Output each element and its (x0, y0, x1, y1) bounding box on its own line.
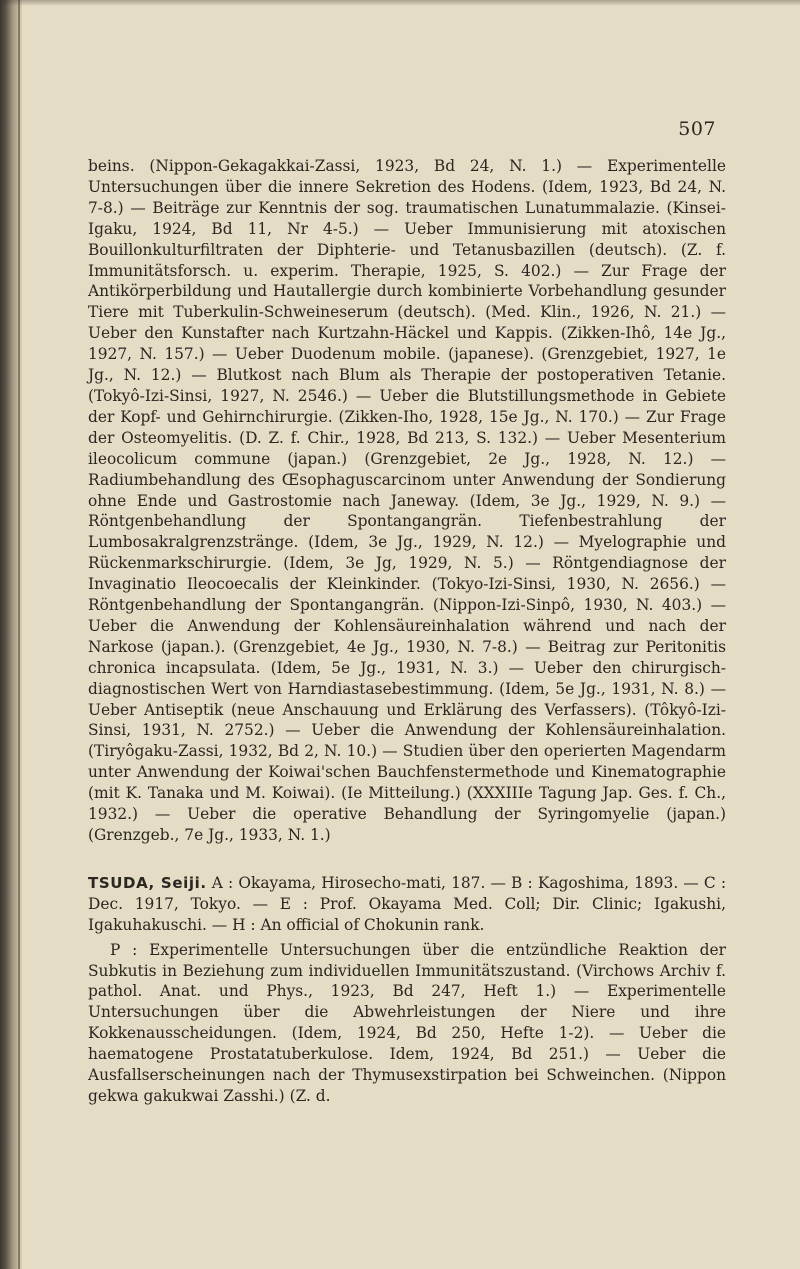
entry-name: TSUDA, Seiji. (88, 873, 207, 892)
entry-details: A : Okayama, Hirosecho-mati, 187. — B : Kagoshima, 1893. — C : Dec. 1917, Tokyo. — E : Prof. Okayama Med. Coll; Dir. Clinic; Igakushi, Igakuhakuschi. — H : An official of Chokunin rank. (88, 873, 727, 934)
continuation-paragraph: beins. (Nippon-Gekagakkai-Zassi, 1923, Bd 24, N. 1.) — Experimentelle Untersuchungen über die innere Sekretion des Hodens. (Idem, 1923, Bd 24, N. 7-8.) — Beiträge zur Kenntnis der sog. traumatischen Lunatummalazie. (Kinsei-Igaku, 1924, Bd 11, Nr 4-5.) — Ueber Immunisierung mit atoxischen Bouillonkulturfiltraten der Diphterie- und Tetanusbazillen (deutsch). (Z. f. Immunitätsforsch. u. experim. Therapie, 1925, S. 402.) — Zur Frage der Antikörperbildung und Hautallergie durch kombinierte Vorbehandlung gesunder Tiere mit Tuberkulin-Schweineserum (deutsch). (Med. Klin., 1926, N. 21.) — Ueber den Kunstafter nach Kurtzahn-Häckel und Kappis. (Zikken-Ihô, 14e Jg., 1927, N. 157.) — Ueber Duodenum mobile. (japanese). (Grenzgebiet, 1927, 1e Jg., N. 12.) — Blutkost nach Blum als Therapie der postoperativen Tetanie. (Tokyô-Izi-Sinsi, 1927, N. 2546.) — Ueber die Blutstillungsmethode in Gebiete der Kopf- und Gehirnchirurgie. (Zikken-Iho, 1928, 15e Jg., N. 170.) — Zur Frage der Osteomyelitis. (D. Z. f. Chir., 1928, Bd 213, S. 132.) — Ueber Mesenterium ileocolicum commune (japan.) (Grenzgebiet, 2e Jg., 1928, N. 12.) — Radiumbehandlung des Œsophaguscarcinom unter Anwendung der Sondierung ohne Ende und Gastrostomie nach Janeway. (Idem, 3e Jg., 1929, N. 9.) — Röntgenbehandlung der Spontangangrän. Tiefenbestrahlung der Lumbosakralgrenzstränge. (Idem, 3e Jg., 1929, N. 12.) — Myelographie und Rückenmarkschirurgie. (Idem, 3e Jg, 1929, N. 5.) — Röntgendiagnose der Invaginatio Ileocoecalis der Kleinkinder. (Tokyo-Izi-Sinsi, 1930, N. 2656.) — Röntgenbehandlung der Spontangangrän. (Nippon-Izi-Sinpô, 1930, N. 403.) — Ueber die Anwendung der Kohlensäureinhalation während und nach der Narkose (japan.). (Grenzgebiet, 4e Jg., 1930, N. 7-8.) — Beitrag zur Peritonitis chronica incapsulata. (Idem, 5e Jg., 1931, N. 3.) — Ueber den chirurgisch-diagnostischen Wert von Harndiastasebestimmung. (Idem, 5e Jg., 1931, N. 8.) — Ueber Antiseptik (neue Anschauung und Erklärung des Verfassers). (Tôkyô-Izi-Sinsi, 1931, N. 2752.) — Ueber die Anwendung der Kohlensäureinhalation. (Tiryôgaku-Zassi, 1932, Bd 2, N. 10.) — Studien über den operierten Magendarm unter Anwendung der Koiwai'schen Bauchfenstermethode und Kinematographie (mit K. Tanaka und M. Koiwai). (Ie Mitteilung.) (XXXIIIe Tagung Jap. Ges. f. Ch., 1932.) — Ueber die operative Behandlung der Syringomyelie (japan.) (Grenzgeb., 7e Jg., 1933, N. 1.) (88, 157, 726, 844)
binding-line (18, 0, 20, 1269)
page-body (88, 156, 726, 1107)
top-shadow (0, 0, 800, 6)
publications-paragraph: P : Experimentelle Untersuchungen über die entzündliche Reaktion der Subkutis in Beziehung zum individuellen Immunitätszustand. (Virchows Archiv f. pathol. Anat. und Phys., 1923, Bd 247, Heft 1.) — Experimentelle Untersuchungen über die Abwehrleistungen der Niere und ihre Kokkenausscheidungen. (Idem, 1924, Bd 250, Hefte 1-2). — Ueber die haematogene Prostatatuberkulose. Idem, 1924, Bd 251.) — Ueber die Ausfallserscheinungen nach der Thymusexstirpation bei Schweinchen. (Nippon gekwa gakukwai Zasshi.) (Z. d. (88, 940, 726, 1105)
biography-entry (88, 873, 726, 936)
page-number: 507 (678, 118, 716, 140)
